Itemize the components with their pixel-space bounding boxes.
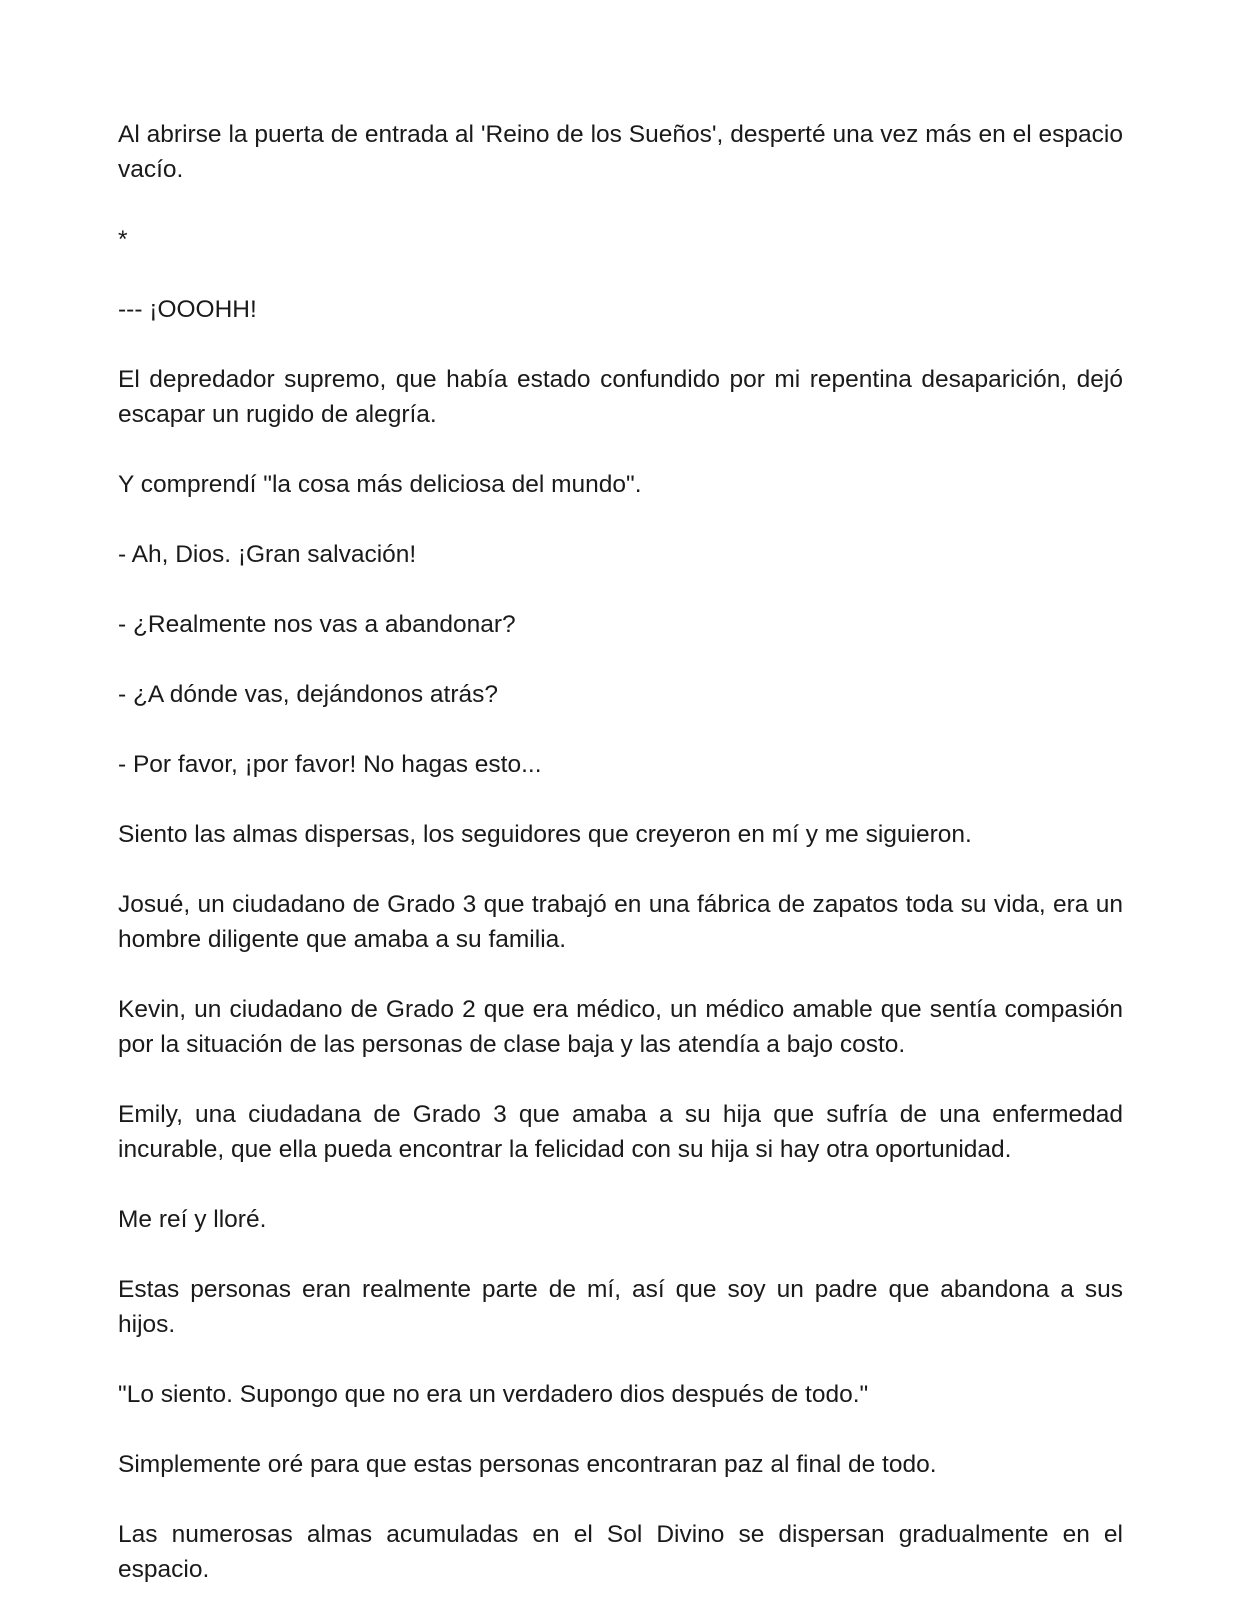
paragraph-12: Kevin, un ciudadano de Grado 2 que era médico, un médico amable que sentía compasión por la situación de las personas de clase baja y las atendía a bajo costo. xyxy=(118,996,1123,1058)
dialogue-line-4: - Por favor, ¡por favor! No hagas esto... xyxy=(118,751,542,778)
paragraph-11: Josué, un ciudadano de Grado 3 que trabajó en una fábrica de zapatos toda su vida, era un hombre diligente que amaba a su familia. xyxy=(118,891,1123,953)
dialogue-line-1: - Ah, Dios. ¡Gran salvación! xyxy=(118,541,417,568)
paragraph-13: Emily, una ciudadana de Grado 3 que amaba a su hija que sufría de una enfermedad incurable, que ella pueda encontrar la felicidad con su hija si hay otra oportunidad. xyxy=(118,1101,1123,1163)
paragraph-15: Estas personas eran realmente parte de mí, así que soy un padre que abandona a sus hijos. xyxy=(118,1276,1123,1338)
paragraph-18: Las numerosas almas acumuladas en el Sol Divino se dispersan gradualmente en el espacio. xyxy=(118,1521,1123,1583)
scene-break: * xyxy=(118,226,128,253)
paragraph-16: "Lo siento. Supongo que no era un verdadero dios después de todo." xyxy=(118,1381,869,1408)
paragraph-14: Me reí y lloré. xyxy=(118,1206,267,1233)
dialogue-line-3: - ¿A dónde vas, dejándonos atrás? xyxy=(118,681,499,708)
paragraph-3: --- ¡OOOHH! xyxy=(118,296,257,323)
paragraph-17: Simplemente oré para que estas personas encontraran paz al final de todo. xyxy=(118,1451,937,1478)
paragraph-10: Siento las almas dispersas, los seguidores que creyeron en mí y me siguieron. xyxy=(118,821,972,848)
document-body xyxy=(118,117,1123,1587)
paragraph-4: El depredador supremo, que había estado confundido por mi repentina desaparición, dejó escapar un rugido de alegría. xyxy=(118,366,1123,428)
paragraph-1: Al abrirse la puerta de entrada al 'Reino de los Sueños', desperté una vez más en el espacio vacío. xyxy=(118,121,1123,183)
paragraph-5: Y comprendí "la cosa más deliciosa del mundo". xyxy=(118,471,642,498)
dialogue-line-2: - ¿Realmente nos vas a abandonar? xyxy=(118,611,516,638)
